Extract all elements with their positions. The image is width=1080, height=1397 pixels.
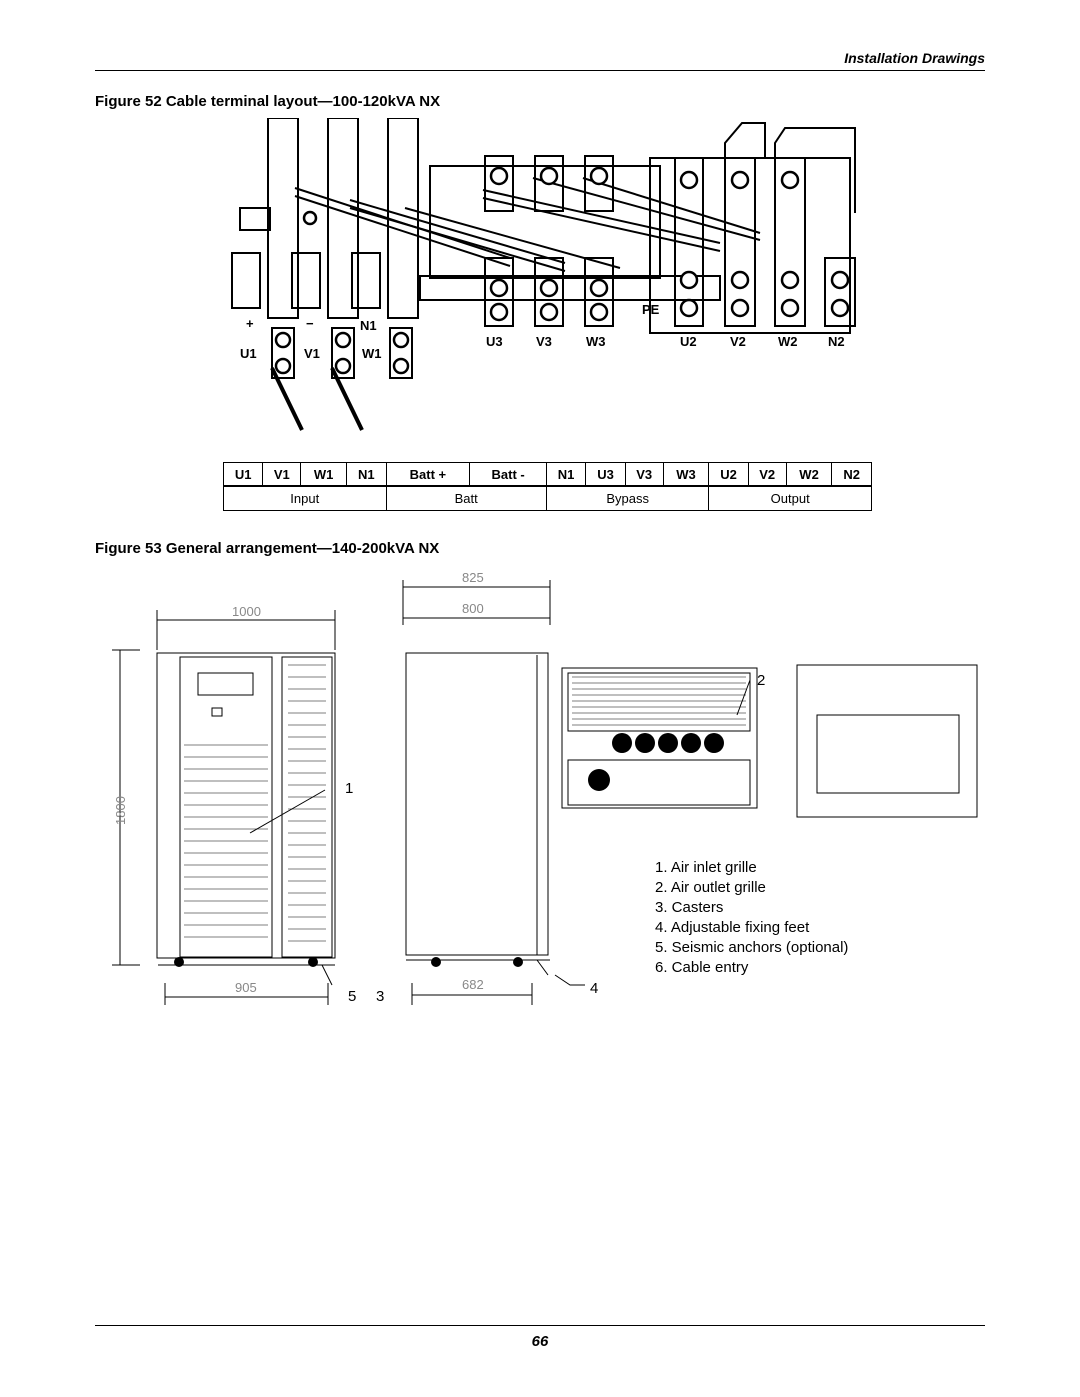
- label-pe: PE: [642, 302, 660, 317]
- label-u1: U1: [240, 346, 257, 361]
- figure-53-legend: [655, 858, 848, 978]
- terminal-cell: U3: [586, 463, 625, 487]
- cable-terminal-diagram: [220, 118, 880, 438]
- label-v2: V2: [730, 334, 746, 349]
- callout-3: 3: [376, 988, 385, 1005]
- terminal-cell: W3: [663, 463, 709, 487]
- terminal-cell: V3: [625, 463, 663, 487]
- terminal-cell: V2: [748, 463, 786, 487]
- terminal-cell: U2: [709, 463, 748, 487]
- terminal-cell: N2: [832, 463, 872, 487]
- label-v1: V1: [304, 346, 320, 361]
- terminal-cell: N1: [546, 463, 585, 487]
- figure-52-caption: Figure 52 Cable terminal layout—100-120kVA NX: [95, 93, 441, 110]
- label-minus: −: [306, 316, 314, 331]
- label-v3: V3: [536, 334, 552, 349]
- legend-item: 5. Seismic anchors (optional): [655, 939, 849, 956]
- terminal-table: [223, 462, 872, 511]
- page-number: 66: [531, 1333, 549, 1350]
- section-title: Installation Drawings: [844, 50, 985, 66]
- terminal-cell: W2: [786, 463, 832, 487]
- label-u3: U3: [486, 334, 503, 349]
- terminal-cell: N1: [347, 463, 386, 487]
- callout-5: 5: [348, 988, 357, 1005]
- legend-item: 1. Air inlet grille: [655, 859, 757, 876]
- callout-4: 4: [590, 980, 599, 997]
- callout-1: 1: [345, 780, 354, 797]
- dim-905: 905: [235, 980, 257, 995]
- legend-item: 2. Air outlet grille: [655, 879, 766, 896]
- group-cell: Batt: [386, 486, 546, 511]
- figure-53-caption: Figure 53 General arrangement—140-200kVA NX: [95, 540, 440, 557]
- dim-825: 825: [462, 570, 484, 585]
- label-w2: W2: [778, 334, 798, 349]
- terminal-cell: U1: [224, 463, 263, 487]
- label-n1: N1: [360, 318, 377, 333]
- dim-682: 682: [462, 977, 484, 992]
- dim-1000: 1000: [232, 604, 261, 619]
- dim-1800: 1800: [113, 796, 128, 825]
- dim-800: 800: [462, 601, 484, 616]
- group-cell: Input: [224, 486, 387, 511]
- label-plus: +: [246, 316, 254, 331]
- legend-item: 4. Adjustable fixing feet: [655, 919, 810, 936]
- terminal-cell: Batt +: [386, 463, 470, 487]
- label-u2: U2: [680, 334, 697, 349]
- label-w1: W1: [362, 346, 382, 361]
- footer-rule: [95, 1325, 985, 1326]
- callout-2: 2: [757, 672, 766, 689]
- header-rule: [95, 70, 985, 71]
- terminal-cell: Batt -: [470, 463, 547, 487]
- group-cell: Bypass: [546, 486, 709, 511]
- group-cell: Output: [709, 486, 872, 511]
- label-w3: W3: [586, 334, 606, 349]
- label-n2: N2: [828, 334, 845, 349]
- terminal-cell: V1: [263, 463, 301, 487]
- legend-item: 3. Casters: [655, 899, 724, 916]
- legend-item: 6. Cable entry: [655, 959, 749, 976]
- terminal-cell: W1: [301, 463, 347, 487]
